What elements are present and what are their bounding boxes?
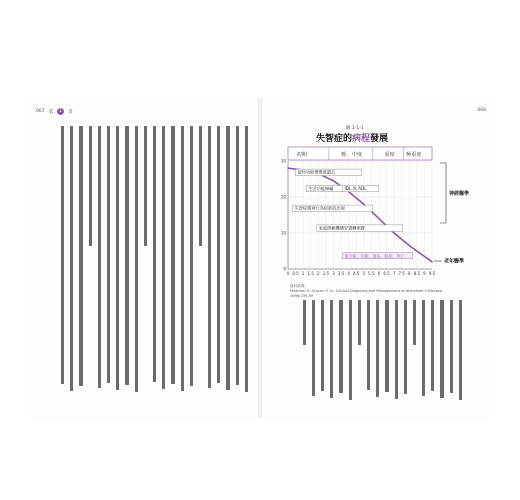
text-column <box>303 300 306 404</box>
x-tick-label: 1.5 <box>307 271 314 276</box>
text-column <box>135 126 138 394</box>
left-page-number: 067 <box>36 109 45 114</box>
text-line <box>208 126 211 388</box>
running-head-left <box>36 108 73 115</box>
x-tick-label: 4.5 <box>353 271 360 276</box>
text-column <box>422 300 425 404</box>
text-line <box>181 126 184 391</box>
stage-label: 輕、中度 <box>341 152 363 158</box>
curve-label: IDL 與 ADL <box>344 185 367 191</box>
text-column <box>395 300 398 404</box>
progression-chart <box>272 137 487 289</box>
text-column <box>171 126 174 394</box>
text-column <box>358 300 361 404</box>
x-tick-label: 2 <box>317 271 320 276</box>
x-tick-label: 8 <box>407 271 411 276</box>
text-column <box>89 126 92 394</box>
text-line <box>450 300 453 393</box>
text-column <box>208 126 211 394</box>
text-column <box>339 300 342 404</box>
stage-label: 重度 <box>384 152 395 158</box>
chapter-number-badge: 1 <box>57 108 64 115</box>
figure-number: 圖 1-1-1 <box>346 126 364 131</box>
text-line <box>440 300 443 398</box>
text-line <box>321 300 324 391</box>
curve-label: 失智症精神行為症狀的出現 <box>294 205 345 211</box>
text-column <box>431 300 434 404</box>
text-line <box>367 300 370 390</box>
x-tick-label: 6.5 <box>383 271 390 276</box>
text-line <box>395 300 398 399</box>
text-column <box>404 300 407 404</box>
text-line <box>349 300 352 400</box>
text-line <box>339 300 342 393</box>
text-column <box>245 126 248 394</box>
text-column <box>226 126 229 394</box>
text-line <box>125 126 128 385</box>
text-column <box>413 300 416 404</box>
text-line <box>376 300 379 397</box>
text-line <box>431 300 434 391</box>
stage-label: 極重度 <box>406 152 422 158</box>
text-line <box>413 300 416 345</box>
right-label-neurology: 神經醫學 <box>449 191 470 197</box>
text-column <box>321 300 324 404</box>
curve-label: 認知功能慢慢被遺忘 <box>297 169 336 175</box>
text-line <box>144 126 147 246</box>
y-tick-label: 30 <box>280 158 286 164</box>
text-line <box>303 300 306 345</box>
text-column <box>217 126 220 394</box>
text-column <box>153 126 156 394</box>
text-line <box>135 126 138 392</box>
text-line <box>98 126 101 388</box>
x-tick-label: 2.5 <box>322 271 330 276</box>
x-tick-label: 5 <box>362 271 366 276</box>
progression-curve <box>288 168 432 262</box>
text-column <box>440 300 443 404</box>
figure-title-accent: 病程 <box>351 134 370 144</box>
text-line <box>385 300 388 392</box>
text-line <box>236 126 239 385</box>
running-head-right <box>477 108 486 113</box>
text-line <box>162 126 165 389</box>
text-column <box>181 126 184 394</box>
curve-label: 生活功能障礙 <box>308 185 334 191</box>
text-column <box>236 126 239 394</box>
x-tick-label: 1 <box>301 271 305 276</box>
x-tick-label: 7.5 <box>398 271 405 276</box>
x-tick-label: 9 <box>423 271 426 276</box>
text-line <box>358 300 361 345</box>
text-line <box>226 126 229 390</box>
text-column <box>385 300 388 404</box>
text-line <box>61 126 64 384</box>
y-tick-label: 0 <box>283 266 286 272</box>
y-tick-label: 20 <box>280 194 286 200</box>
text-line <box>116 126 119 390</box>
x-tick-label: 7 <box>392 271 396 276</box>
text-column <box>199 126 202 394</box>
text-column <box>116 126 119 394</box>
right-body-text <box>296 300 462 404</box>
text-line <box>330 300 333 398</box>
x-tick-label: 4 <box>347 271 350 276</box>
text-line <box>153 126 156 382</box>
text-line <box>459 300 462 400</box>
text-column <box>61 126 64 394</box>
text-column <box>349 300 352 404</box>
text-column <box>376 300 379 404</box>
text-line <box>70 126 73 391</box>
curve-label: 家庭照顧機構安置轉照護 <box>318 225 365 231</box>
text-line <box>312 300 315 396</box>
text-column <box>450 300 453 404</box>
text-line <box>199 126 202 246</box>
text-line <box>190 126 193 386</box>
text-column <box>125 126 128 394</box>
left-body-text <box>48 126 248 394</box>
figure-title-suffix: 發展 <box>370 134 389 144</box>
text-line <box>89 126 92 246</box>
text-column <box>79 126 82 394</box>
text-line <box>245 126 248 392</box>
y-tick-label: 10 <box>280 230 286 236</box>
chapter-label: 第 <box>48 109 54 115</box>
neurology-bracket <box>440 163 446 223</box>
x-tick-label: 0 <box>286 271 290 276</box>
x-tick-label: 8.5 <box>413 271 421 276</box>
x-tick-label: 0.5 <box>292 271 299 276</box>
x-tick-label: 3.5 <box>337 271 345 276</box>
x-tick-label: 5.5 <box>368 271 375 276</box>
x-tick-label: 6 <box>377 271 381 276</box>
text-line <box>107 126 110 383</box>
right-label-geriatrics: 老年醫學 <box>444 258 465 265</box>
figure-title-prefix: 失智症的 <box>315 134 352 144</box>
text-column <box>459 300 462 404</box>
x-tick-label: 3 <box>332 271 335 276</box>
text-column <box>107 126 110 394</box>
text-column <box>70 126 73 394</box>
chapter-label-suffix: 章 <box>68 109 73 115</box>
figure-source: 資料來源： Feldman H, Gracon S. In: Clinical Diagnosis and Management of Alzheimer's Disease, 1996:239-59 <box>290 284 444 298</box>
text-column <box>190 126 193 394</box>
text-column <box>98 126 101 394</box>
text-column <box>330 300 333 404</box>
text-column <box>162 126 165 394</box>
text-column <box>312 300 315 404</box>
stage-label: 初期 <box>296 152 307 158</box>
x-tick-label: 9.5 <box>428 271 436 276</box>
text-column <box>144 126 147 394</box>
right-page-number: 068 <box>477 108 486 113</box>
text-line <box>171 126 174 384</box>
legend-note: 肌少症、失能、譫妄、臥床、死亡 <box>344 253 405 259</box>
text-line <box>217 126 220 383</box>
figure <box>272 125 487 283</box>
text-column <box>367 300 370 404</box>
text-line <box>79 126 82 386</box>
text-line <box>422 300 425 396</box>
text-line <box>404 300 407 394</box>
